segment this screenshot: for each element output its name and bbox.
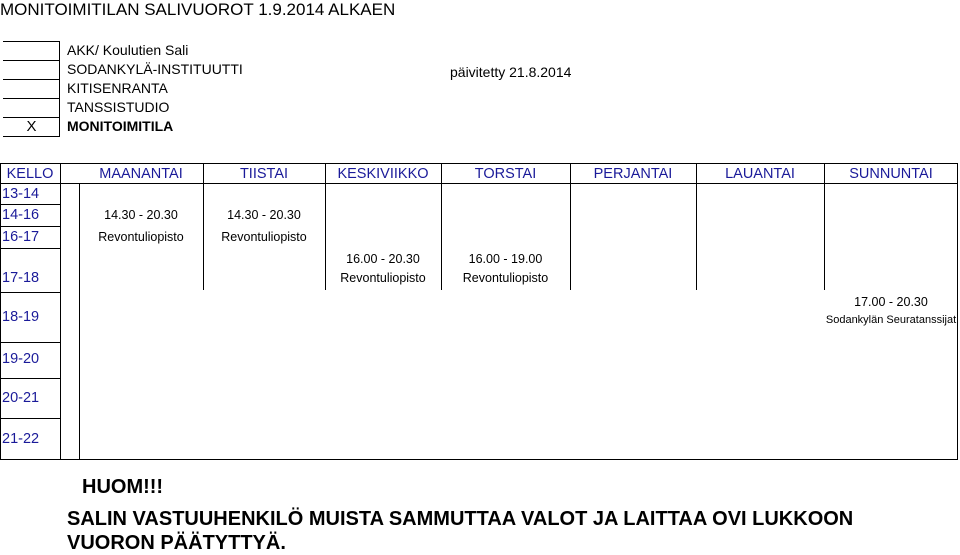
booking-wednesday-time: 16.00 - 20.30: [346, 252, 420, 266]
row-divider: [0, 292, 60, 293]
booking-tuesday-group: Revontuliopisto: [221, 230, 307, 244]
booking-thursday-group: Revontuliopisto: [462, 271, 549, 285]
venue-mark-5: X: [26, 118, 37, 135]
booking-wednesday-group: Revontuliopisto: [340, 271, 426, 285]
venue-label-4: TANSSISTUDIO: [67, 99, 170, 115]
time-slot: 14-16: [2, 207, 40, 223]
header-thursday: TORSTAI: [474, 166, 537, 182]
venue-label-1: AKK/ Koulutien Sali: [67, 42, 189, 58]
booking-monday-time: 14.30 - 20.30: [104, 208, 178, 222]
booking-thursday-time: 16.00 - 19.00: [468, 252, 543, 266]
time-slot: 18-19: [2, 309, 40, 325]
time-slot: 17-18: [2, 270, 40, 286]
header-saturday: LAUANTAI: [725, 166, 795, 182]
header-monday: MAANANTAI: [99, 166, 183, 182]
time-slot: 21-22: [2, 431, 40, 447]
time-slot: 20-21: [2, 390, 40, 406]
notice-line-2: VUORON PÄÄTYTTYÄ.: [67, 532, 286, 554]
header-tuesday: TIISTAI: [239, 166, 289, 182]
row-divider: [0, 342, 60, 343]
column-divider: [79, 183, 80, 460]
row-divider: [0, 378, 60, 379]
venue-label-2: SODANKYLÄ-INSTITUUTTI: [67, 61, 243, 77]
venue-label-3: KITISENRANTA: [67, 80, 168, 96]
page-title: MONITOIMITILAN SALIVUOROT 1.9.2014 ALKAEN: [0, 0, 396, 19]
row-divider: [0, 248, 60, 249]
booking-tuesday-time: 14.30 - 20.30: [227, 208, 301, 222]
booking-sunday-time: 17.00 - 20.30: [854, 295, 928, 309]
time-slot: 19-20: [2, 351, 40, 367]
header-kello: KELLO: [6, 166, 54, 182]
header-friday: PERJANTAI: [593, 166, 673, 182]
time-slot: 13-14: [2, 186, 40, 202]
notice-line-1: SALIN VASTUUHENKILÖ MUISTA SAMMUTTAA VALOT JA LAITTAA OVI LUKKOON: [67, 508, 854, 530]
header-wednesday: KESKIVIIKKO: [337, 166, 429, 182]
row-divider: [0, 204, 60, 205]
row-divider: [0, 226, 60, 227]
time-slot: 16-17: [2, 229, 40, 245]
venue-mark-1: [3, 41, 60, 60]
venue-label-5: MONITOIMITILA: [67, 118, 174, 134]
venue-mark-2: [3, 60, 60, 79]
venue-mark-4: [3, 98, 60, 117]
notice-heading: HUOM!!!: [82, 476, 164, 498]
row-divider: [0, 418, 60, 419]
header-sunday: SUNNUNTAI: [849, 166, 933, 182]
header-divider: [0, 183, 958, 184]
venue-mark-3: [3, 79, 60, 98]
booking-sunday-group: Sodankylän Seuratanssijat: [825, 314, 957, 326]
updated-date: päivitetty 21.8.2014: [450, 64, 572, 80]
column-divider: [60, 163, 61, 460]
booking-monday-group: Revontuliopisto: [98, 230, 184, 244]
